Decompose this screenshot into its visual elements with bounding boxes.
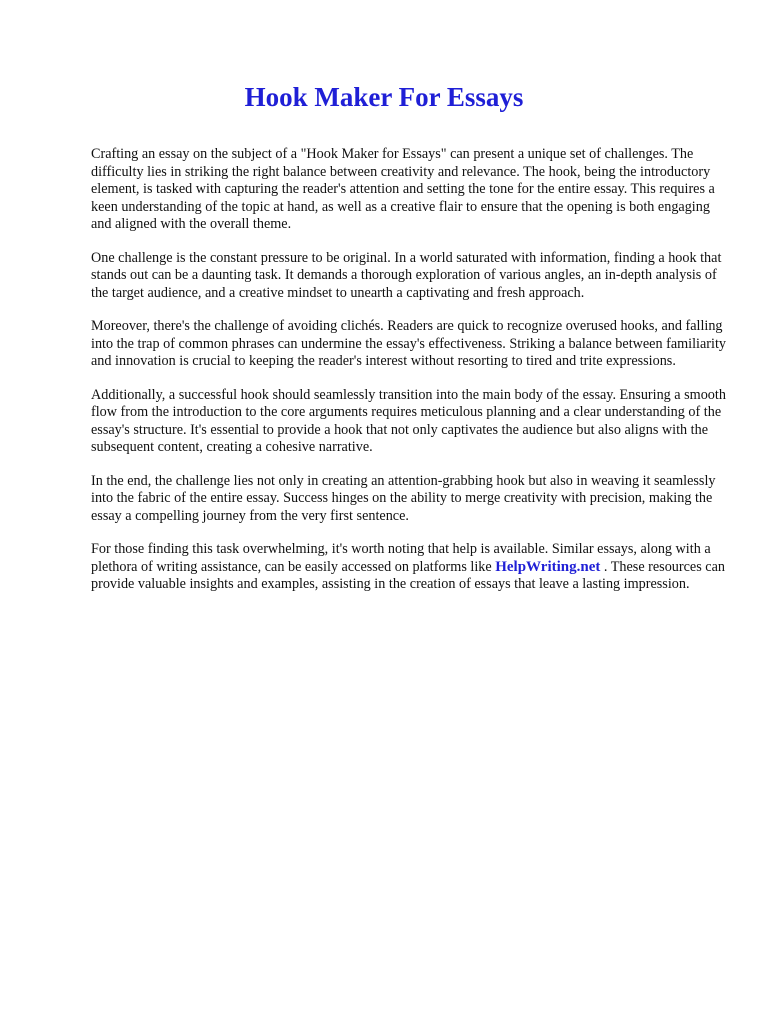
page-title: Hook Maker For Essays bbox=[244, 82, 524, 112]
paragraph-cliches: Moreover, there's the challenge of avoiding clichés. Readers are quick to recognize overused hooks, and falling into the trap of common phrases can undermine the essay's effectiveness. Striking a balance between familiarity and innovation is crucial to keeping the reader's interest without resorting to tired and trite expressions. bbox=[91, 318, 727, 369]
paragraph-transition: Additionally, a successful hook should seamlessly transition into the main body of the essay. Ensuring a smooth flow from the introduction to the core arguments requires meticulous planning and a clear understanding of the essay's structure. It's essential to provide a hook that not only captivates the audience but also aligns with the subsequent content, creating a cohesive narrative. bbox=[91, 386, 726, 455]
paragraph-help bbox=[91, 541, 727, 594]
paragraph-conclusion: In the end, the challenge lies not only in creating an attention-grabbing hook but also in weaving it seamlessly into the fabric of the entire essay. Success hinges on the ability to merge creativity with precision, making the essay a compelling journey from the very first sentence. bbox=[91, 472, 716, 524]
document-body bbox=[91, 146, 727, 610]
help-text-after-link: . These resources can provide valuable insights and examples, assisting in the creation of essays that leave a lasting impression. bbox=[91, 558, 725, 592]
help-text-before-link: For those finding this task overwhelming, it's worth noting that help is available. Similar essays, along with a plethora of writing assistance, can be easily accessed on platforms like bbox=[91, 541, 711, 575]
paragraph-originality: One challenge is the constant pressure to be original. In a world saturated with information, finding a hook that stands out can be a daunting task. It demands a thorough exploration of various angles, an in-depth analysis of the target audience, and a creative mindset to unearth a captivating and fresh approach. bbox=[91, 249, 722, 301]
helpwriting-link[interactable]: HelpWriting.net bbox=[495, 558, 601, 575]
paragraph-intro: Crafting an essay on the subject of a "Hook Maker for Essays" can present a unique set of challenges. The difficulty lies in striking the right balance between creativity and relevance. The hook, being the introductory element, is tasked with capturing the reader's attention and setting the tone for the entire essay. This requires a keen understanding of the topic at hand, as well as a creative flair to ensure that the opening is both engaging and aligned with the overall theme. bbox=[91, 146, 715, 232]
